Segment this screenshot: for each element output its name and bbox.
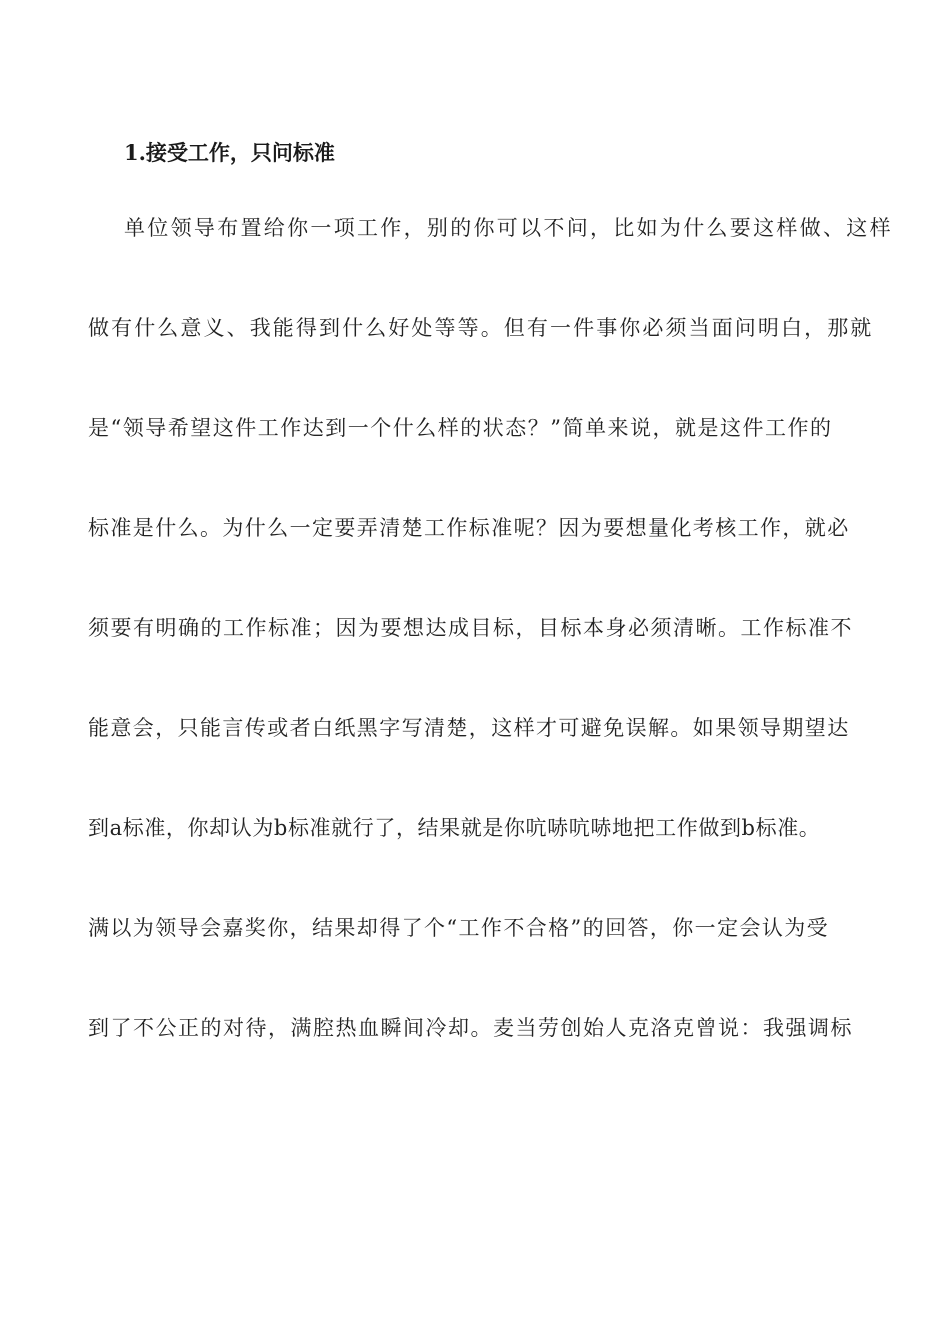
paragraph-line-6: 能意会，只能言传或者白纸黑字写清楚，这样才可避免误解。如果领导期望达 (88, 716, 850, 740)
paragraph-line-8: 满以为领导会嘉奖你，结果却得了个“工作不合格”的回答，你一定会认为受 (88, 916, 830, 940)
paragraph-line-3: 是“领导希望这件工作达到一个什么样的状态？”简单来说，就是这件工作的 (88, 416, 833, 440)
paragraph-line-4: 标准是什么。为什么一定要弄清楚工作标准呢？因为要想量化考核工作，就必 (88, 516, 850, 540)
section-heading: 1.接受工作，只问标准 (124, 140, 335, 165)
paragraph-line-1: 单位领导布置给你一项工作，别的你可以不问，比如为什么要这样做、这样 (124, 216, 893, 240)
paragraph-line-9: 到了不公正的对待，满腔热血瞬间冷却。麦当劳创始人克洛克曾说：我强调标 (88, 1016, 853, 1040)
paragraph-line-5: 须要有明确的工作标准；因为要想达成目标，目标本身必须清晰。工作标准不 (88, 616, 853, 640)
paragraph-line-2: 做有什么意义、我能得到什么好处等等。但有一件事你必须当面问明白，那就 (88, 316, 874, 340)
paragraph-line-7: 到a标准，你却认为b标准就行了，结果就是你吭哧吭哧地把工作做到b标准。 (88, 816, 821, 840)
